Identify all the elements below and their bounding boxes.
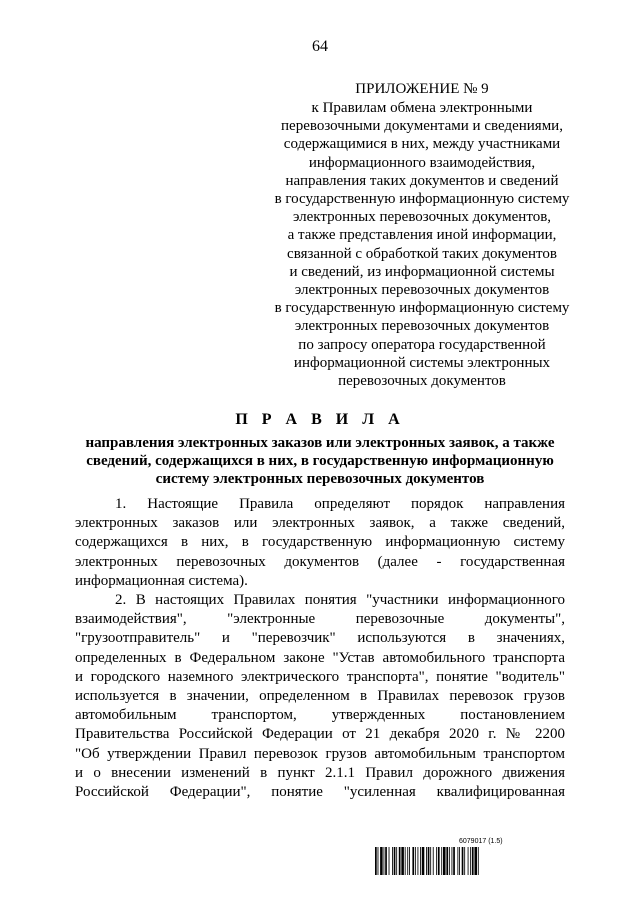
paragraph-line: взаимодействия", "электронные перевозочные документы", bbox=[75, 611, 565, 628]
appendix-line: содержащимися в них, между участниками bbox=[283, 136, 561, 153]
barcode-bar bbox=[405, 847, 406, 875]
barcode-bar bbox=[436, 847, 437, 875]
barcode-bar bbox=[385, 847, 387, 875]
appendix-line: информационной системы электронных bbox=[293, 354, 551, 371]
appendix-line: связанной с обработкой таких документов bbox=[287, 245, 557, 262]
appendix-line: информационного взаимодействия, bbox=[308, 154, 536, 171]
barcode-bar bbox=[409, 847, 410, 875]
barcode-bar bbox=[399, 847, 401, 875]
barcode-bar bbox=[478, 847, 479, 875]
barcode-bar bbox=[428, 847, 430, 875]
paragraph-line: информационная система). bbox=[75, 572, 248, 589]
document-subtitle-line: систему электронных перевозочных документов bbox=[155, 471, 485, 487]
appendix-lines bbox=[250, 99, 594, 390]
appendix-line: а также представления иной информации, bbox=[287, 227, 557, 244]
paragraph-line: Российской Федерации", понятие "усиленная квалифицированная bbox=[75, 784, 565, 801]
body-text bbox=[75, 495, 565, 802]
paragraph-line: "грузоотправитель" и "перевозчик" используются в значениях, bbox=[75, 630, 565, 647]
barcode-bar bbox=[462, 847, 464, 875]
barcode-bar bbox=[378, 847, 379, 875]
appendix-line: и сведений, из информационной системы bbox=[289, 263, 555, 280]
paragraph-line: определенных в Федеральном законе "Устав автомобильного транспорта bbox=[75, 649, 565, 666]
paragraph-line: "Об утверждении Правил перевозок грузов автомобильным транспортом bbox=[75, 745, 565, 762]
barcode-image bbox=[375, 847, 565, 875]
document-title: П Р А В И Л А bbox=[235, 411, 405, 428]
appendix-line: в государственную информационную систему bbox=[274, 191, 570, 208]
barcode-bar bbox=[418, 847, 419, 875]
barcode-bar bbox=[394, 847, 396, 875]
appendix-line: направления таких документов и сведений bbox=[285, 172, 559, 189]
paragraph-line: Правительства Российской Федерации от 21 декабря 2020 г. № 2200 bbox=[75, 726, 565, 743]
paragraph-line: используется в значении, определенном в Правилах перевозок грузов bbox=[75, 688, 565, 705]
appendix-line: перевозочными документами и сведениями, bbox=[281, 118, 563, 135]
barcode-bar bbox=[375, 847, 377, 875]
barcode-bar bbox=[470, 847, 471, 875]
barcode-bar bbox=[430, 847, 431, 875]
document-subtitle-line: направления электронных заказов или электронных заявок, а также bbox=[85, 435, 555, 451]
barcode-bar bbox=[449, 847, 450, 875]
appendix-line: в государственную информационную систему bbox=[274, 300, 570, 317]
barcode-bar bbox=[468, 847, 469, 875]
barcode-bar bbox=[422, 847, 425, 875]
appendix-line: к Правилам обмена электронными bbox=[311, 100, 533, 116]
barcode-bar bbox=[396, 847, 397, 875]
barcode-bar bbox=[459, 847, 460, 875]
barcode-bar bbox=[433, 847, 434, 875]
paragraph-2 bbox=[75, 591, 565, 802]
barcode-bar bbox=[420, 847, 421, 875]
barcode-bar bbox=[453, 847, 455, 875]
barcode-bar bbox=[392, 847, 393, 875]
paragraph-line: 2. В настоящих Правилах понятия "участники информационного bbox=[115, 592, 565, 609]
barcode-bar bbox=[426, 847, 427, 875]
appendix-title: ПРИЛОЖЕНИЕ № 9 bbox=[355, 81, 489, 97]
barcode-bar bbox=[472, 847, 474, 875]
appendix-line: электронных перевозочных документов, bbox=[292, 209, 552, 226]
barcode-bar bbox=[438, 847, 440, 875]
document-code-label: 6079017 (1.5) bbox=[459, 838, 503, 845]
paragraph-line: и о внесении изменений в пункт 2.1.1 Правил дорожного движения bbox=[75, 764, 565, 781]
barcode-bar bbox=[384, 847, 385, 875]
barcode-bar bbox=[443, 847, 446, 875]
paragraph-line: 1. Настоящие Правила определяют порядок направления bbox=[115, 496, 565, 512]
paragraph-1 bbox=[75, 495, 565, 591]
paragraph-line: электронных перевозочных документов (далее - государственная bbox=[75, 553, 565, 570]
barcode-bar bbox=[389, 847, 390, 875]
appendix-line: электронных перевозочных документов bbox=[294, 318, 550, 335]
barcode-bar bbox=[441, 847, 442, 875]
barcode-bar bbox=[474, 847, 477, 875]
appendix-header bbox=[250, 80, 594, 390]
document-subtitle-line: сведений, содержащихся в них, в государственную информационную bbox=[86, 453, 554, 469]
barcode-bar bbox=[401, 847, 404, 875]
barcode-bar bbox=[452, 847, 453, 875]
paragraph-line: электронных заказов или электронных заявок, а также сведений, bbox=[75, 515, 565, 532]
page-number: 64 bbox=[312, 38, 328, 55]
barcode-bar bbox=[412, 847, 414, 875]
paragraph-line: автомобильным транспортом, утвержденных постановлением bbox=[75, 707, 565, 724]
barcode-bar bbox=[407, 847, 408, 875]
barcode-bar bbox=[457, 847, 458, 875]
document-subtitle bbox=[70, 434, 570, 488]
appendix-line: по запросу оператора государственной bbox=[298, 336, 546, 353]
appendix-line: перевозочных документов bbox=[338, 373, 506, 390]
barcode-bar bbox=[464, 847, 465, 875]
barcode-bar bbox=[415, 847, 416, 875]
barcode-bar bbox=[446, 847, 448, 875]
paragraph-line: содержащихся в них, в государственную информационную систему bbox=[75, 534, 565, 551]
appendix-line: электронных перевозочных документов bbox=[294, 282, 550, 299]
barcode-bar bbox=[380, 847, 383, 875]
paragraph-line: и городского наземного электрического транспорта", понятие "водитель" bbox=[75, 668, 565, 685]
